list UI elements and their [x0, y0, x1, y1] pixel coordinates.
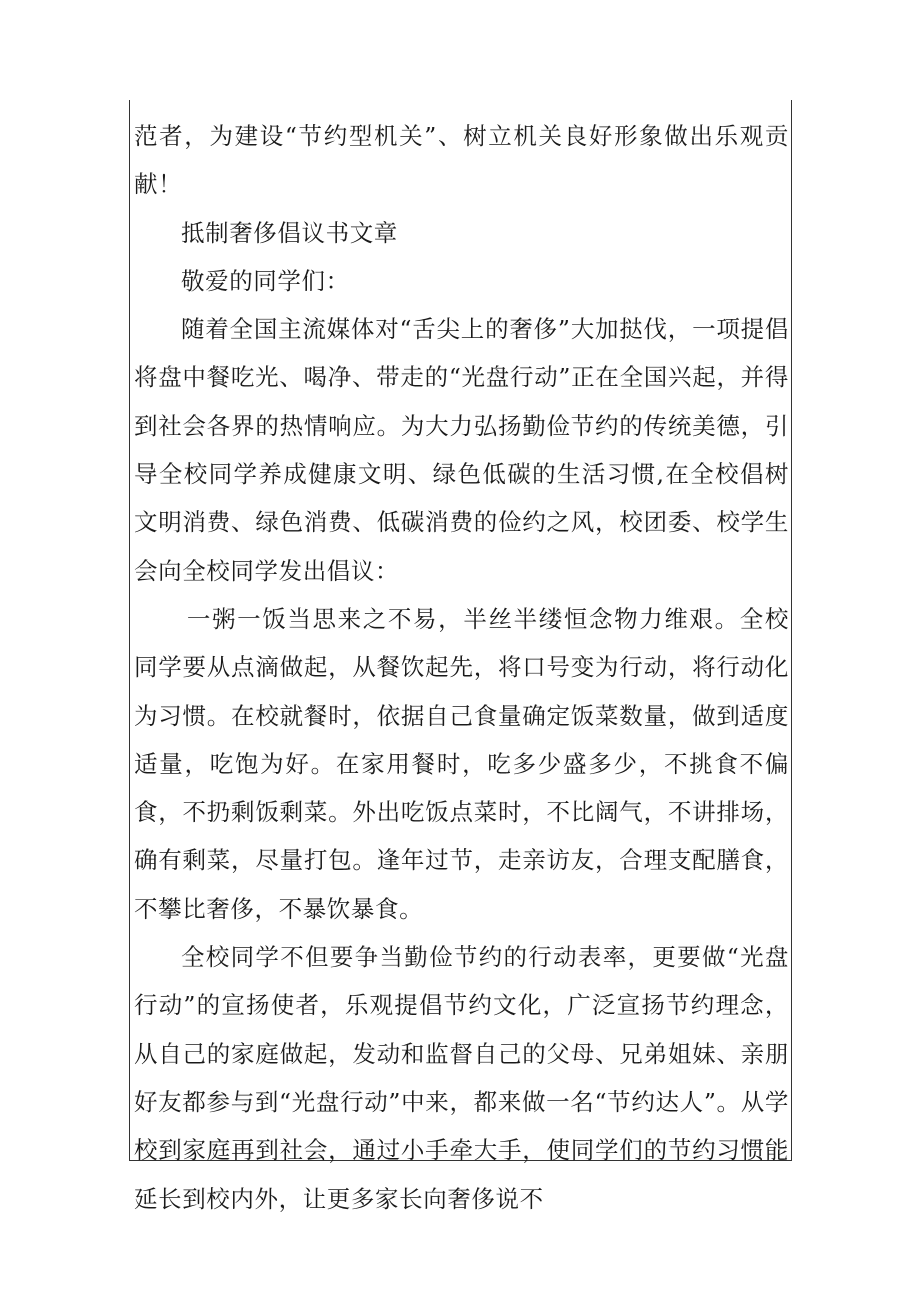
paragraph-intro: 随着全国主流媒体对“舌尖上的奢侈”大加挞伐，一项提倡将盘中餐吃光、喝净、带走的“光盘行动”正在全国兴起，并得到社会各界的热情响应。为大力弘扬勤俭节约的传统美德，引导全校同学养成健康文明、绿色低碳的生活习惯,在全校倡树文明消费、绿色消费、低碳消费的俭约之风，校团委、校学生会向全校同学发出倡议：	[134, 315, 789, 585]
salutation: 敬爱的同学们：	[181, 266, 350, 295]
paragraph-promotion: 全校同学不但要争当勤俭节约的行动表率，更要做“光盘行动”的宣扬使者，乐观提倡节约文化，广泛宣扬节约理念，从自己的家庭做起，发动和监督自己的父母、兄弟姐妹、亲朋好友都参与到“光盘行动”中来，都来做一名“节约达人”。从学校到家庭再到社会，通过小手牵大手，使同学们的节约习惯能延长到校内外，让更多家长向奢侈说不	[134, 943, 789, 1213]
article-title: 抵制奢侈倡议书文章	[181, 218, 398, 247]
paragraph-dining: 一粥一饭当思来之不易，半丝半缕恒念物力维艰。全校同学要从点滴做起，从餐饮起先，将口号变为行动，将行动化为习惯。在校就餐时，依据自己食量确定饭菜数量，做到适度适量，吃饱为好。在家用餐时，吃多少盛多少，不挑食不偏食，不扔剩饭剩菜。外出吃饭点菜时，不比阔气，不讲排场，确有剩菜，尽量打包。逢年过节，走亲访友，合理支配膳食，不攀比奢侈，不暴饮暴食。	[134, 604, 789, 923]
paragraph-continuation: 范者，为建设“节约型机关”、树立机关良好形象做出乐观贡献！	[134, 122, 789, 199]
document-body	[134, 112, 789, 1223]
